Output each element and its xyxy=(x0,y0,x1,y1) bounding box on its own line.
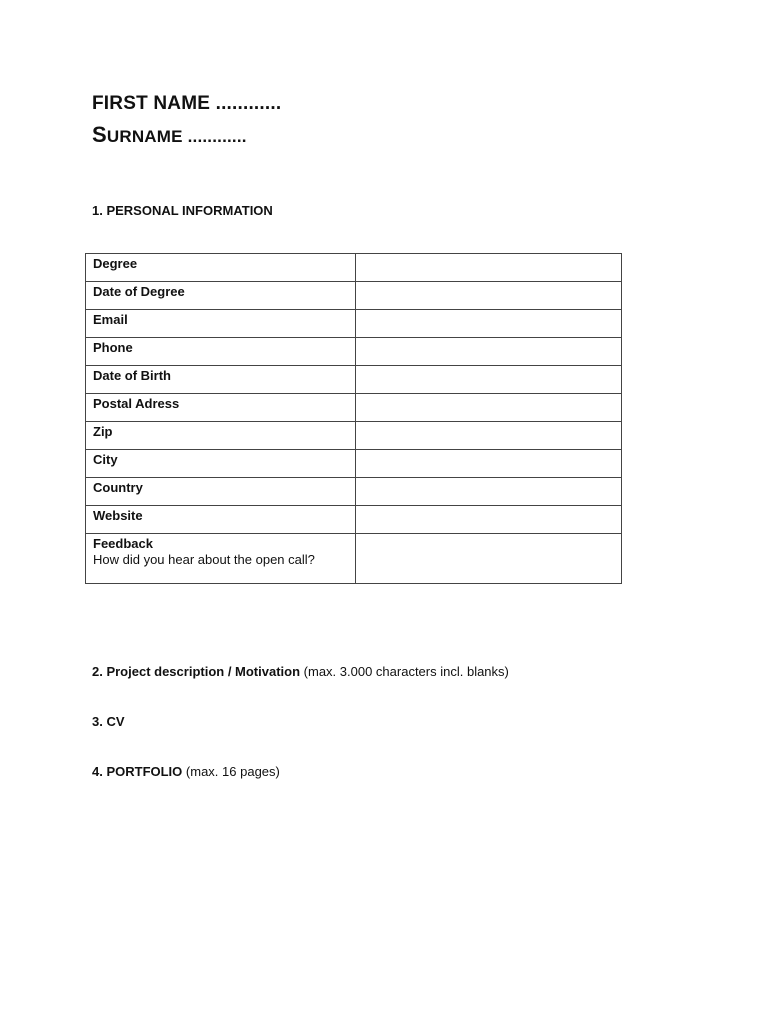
section-project-title: 2. Project description / Motivation xyxy=(92,664,301,679)
row-label-cell xyxy=(86,310,356,338)
row-label-cell xyxy=(86,282,356,310)
country-input-cell[interactable] xyxy=(356,478,622,506)
city-input-cell[interactable] xyxy=(356,450,622,478)
postal-address-label: Postal Adress xyxy=(93,396,180,411)
feedback-label: Feedback xyxy=(93,536,153,551)
table-row xyxy=(86,506,622,534)
surname-initial: S xyxy=(92,122,107,147)
city-label: City xyxy=(93,452,118,467)
date-of-birth-input-cell[interactable] xyxy=(356,366,622,394)
degree-label: Degree xyxy=(93,256,138,271)
section-portfolio-title: 4. PORTFOLIO xyxy=(92,764,183,779)
row-label-cell xyxy=(86,422,356,450)
section-cv-heading xyxy=(92,714,125,729)
table-row xyxy=(86,534,622,584)
row-label-cell xyxy=(86,506,356,534)
table-row xyxy=(86,422,622,450)
row-label-cell xyxy=(86,450,356,478)
row-label-cell xyxy=(86,534,356,584)
table-row xyxy=(86,282,622,310)
degree-input-cell[interactable] xyxy=(356,254,622,282)
section-personal-information-heading xyxy=(92,203,273,218)
section-personal-title: 1. PERSONAL INFORMATION xyxy=(92,203,273,218)
row-label-cell xyxy=(86,254,356,282)
section-portfolio-heading xyxy=(92,764,280,779)
postal-address-input-cell[interactable] xyxy=(356,394,622,422)
table-row xyxy=(86,254,622,282)
feedback-question: How did you hear about the open call? xyxy=(93,552,315,567)
table-row xyxy=(86,366,622,394)
date-of-birth-label: Date of Birth xyxy=(93,368,171,383)
email-label: Email xyxy=(93,312,128,327)
section-project-description-heading xyxy=(92,664,509,679)
table-row xyxy=(86,394,622,422)
country-label: Country xyxy=(93,480,143,495)
table-row xyxy=(86,338,622,366)
phone-label: Phone xyxy=(93,340,133,355)
row-label-cell xyxy=(86,394,356,422)
email-input-cell[interactable] xyxy=(356,310,622,338)
row-label-cell xyxy=(86,366,356,394)
phone-input-cell[interactable] xyxy=(356,338,622,366)
date-of-degree-input-cell[interactable] xyxy=(356,282,622,310)
website-input-cell[interactable] xyxy=(356,506,622,534)
table-row xyxy=(86,478,622,506)
zip-label: Zip xyxy=(93,424,113,439)
table-row xyxy=(86,450,622,478)
surname-rest: URNAME ............ xyxy=(106,127,247,146)
website-label: Website xyxy=(93,508,143,523)
section-project-note: (max. 3.000 characters incl. blanks) xyxy=(303,664,509,679)
feedback-input-cell[interactable] xyxy=(356,534,622,584)
section-portfolio-note: (max. 16 pages) xyxy=(185,764,280,779)
row-label-cell xyxy=(86,478,356,506)
date-of-degree-label: Date of Degree xyxy=(93,284,185,299)
personal-information-table xyxy=(85,253,622,584)
section-cv-title: 3. CV xyxy=(92,714,125,729)
first-name-field-label: FIRST NAME ............ xyxy=(92,93,282,114)
surname-field-label xyxy=(92,122,247,148)
table-row xyxy=(86,310,622,338)
zip-input-cell[interactable] xyxy=(356,422,622,450)
row-label-cell xyxy=(86,338,356,366)
